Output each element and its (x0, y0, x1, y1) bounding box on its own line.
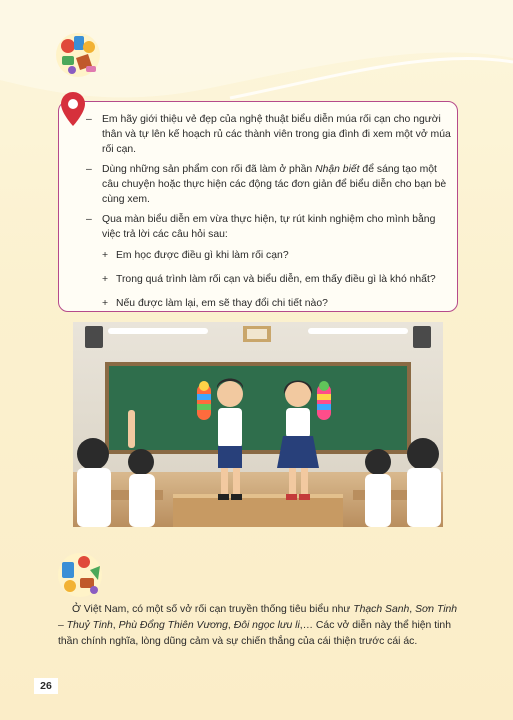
task-item (84, 112, 456, 157)
sub-question (84, 272, 456, 287)
info-paragraph (58, 602, 458, 650)
sub-question-text: Em học được điều gì khi làm rối cạn? (116, 250, 289, 261)
task-text: Dùng những sản phẩm con rối đã làm ở phần (102, 164, 316, 175)
sub-question-text: Trong quá trình làm rối cạn và biểu diễn, em thấy điều gì là khó nhất? (116, 274, 436, 285)
plus-bullet: + (102, 250, 109, 261)
plus-bullet: + (102, 274, 109, 285)
location-pin-icon (60, 91, 86, 127)
page-number: 26 (34, 678, 58, 694)
paragraph-text: , (227, 620, 234, 631)
sub-question (84, 296, 456, 311)
task-text-italic: Nhận biết (315, 164, 360, 175)
classroom-puppet-illustration (73, 322, 443, 527)
craft-items-icon (52, 28, 104, 80)
task-text: Em hãy giới thiệu vẻ đẹp của nghệ thuật biểu diễn múa rối cạn cho người thân và tự lên kế hoạch rủ các thành viên trong gia đình đi xem một vở múa rối cạn. (102, 114, 451, 155)
dash-bullet: – (86, 214, 92, 225)
paragraph-text: Ở Việt Nam, có một số vở rối cạn truyền thống tiêu biểu như (72, 604, 354, 615)
play-title: Sơn Tinh – Thuỷ Tinh (58, 604, 458, 631)
craft-items-icon (54, 548, 106, 600)
dash-bullet: – (86, 164, 92, 175)
task-list (84, 112, 456, 320)
task-text: để sáng tạo một câu chuyện hoặc thực hiện các động tác đơn giản để biểu diễn cho bạn bè cùng xem. (102, 164, 447, 205)
sub-question (84, 248, 456, 263)
plus-bullet: + (102, 298, 109, 309)
task-text: Qua màn biểu diễn em vừa thực hiện, tự rút kinh nghiệm cho mình bằng việc trả lời các câu hỏi sau: (102, 214, 436, 240)
paragraph-text: , (409, 604, 416, 615)
paragraph-text: , (112, 620, 119, 631)
play-title: Đôi ngọc lưu li (233, 620, 300, 631)
sub-question-text: Nếu được làm lại, em sẽ thay đổi chi tiết nào? (116, 298, 328, 309)
play-title: Thạch Sanh (353, 604, 410, 615)
paragraph-text: ,… Các vở diễn này thể hiện tinh thần chính nghĩa, lòng dũng cảm và sự chiến thắng của cái thiện trước cái ác. (58, 620, 451, 647)
play-title: Phù Đổng Thiên Vương (118, 620, 228, 631)
task-item (84, 212, 456, 242)
dash-bullet: – (86, 114, 92, 125)
task-item (84, 162, 456, 207)
